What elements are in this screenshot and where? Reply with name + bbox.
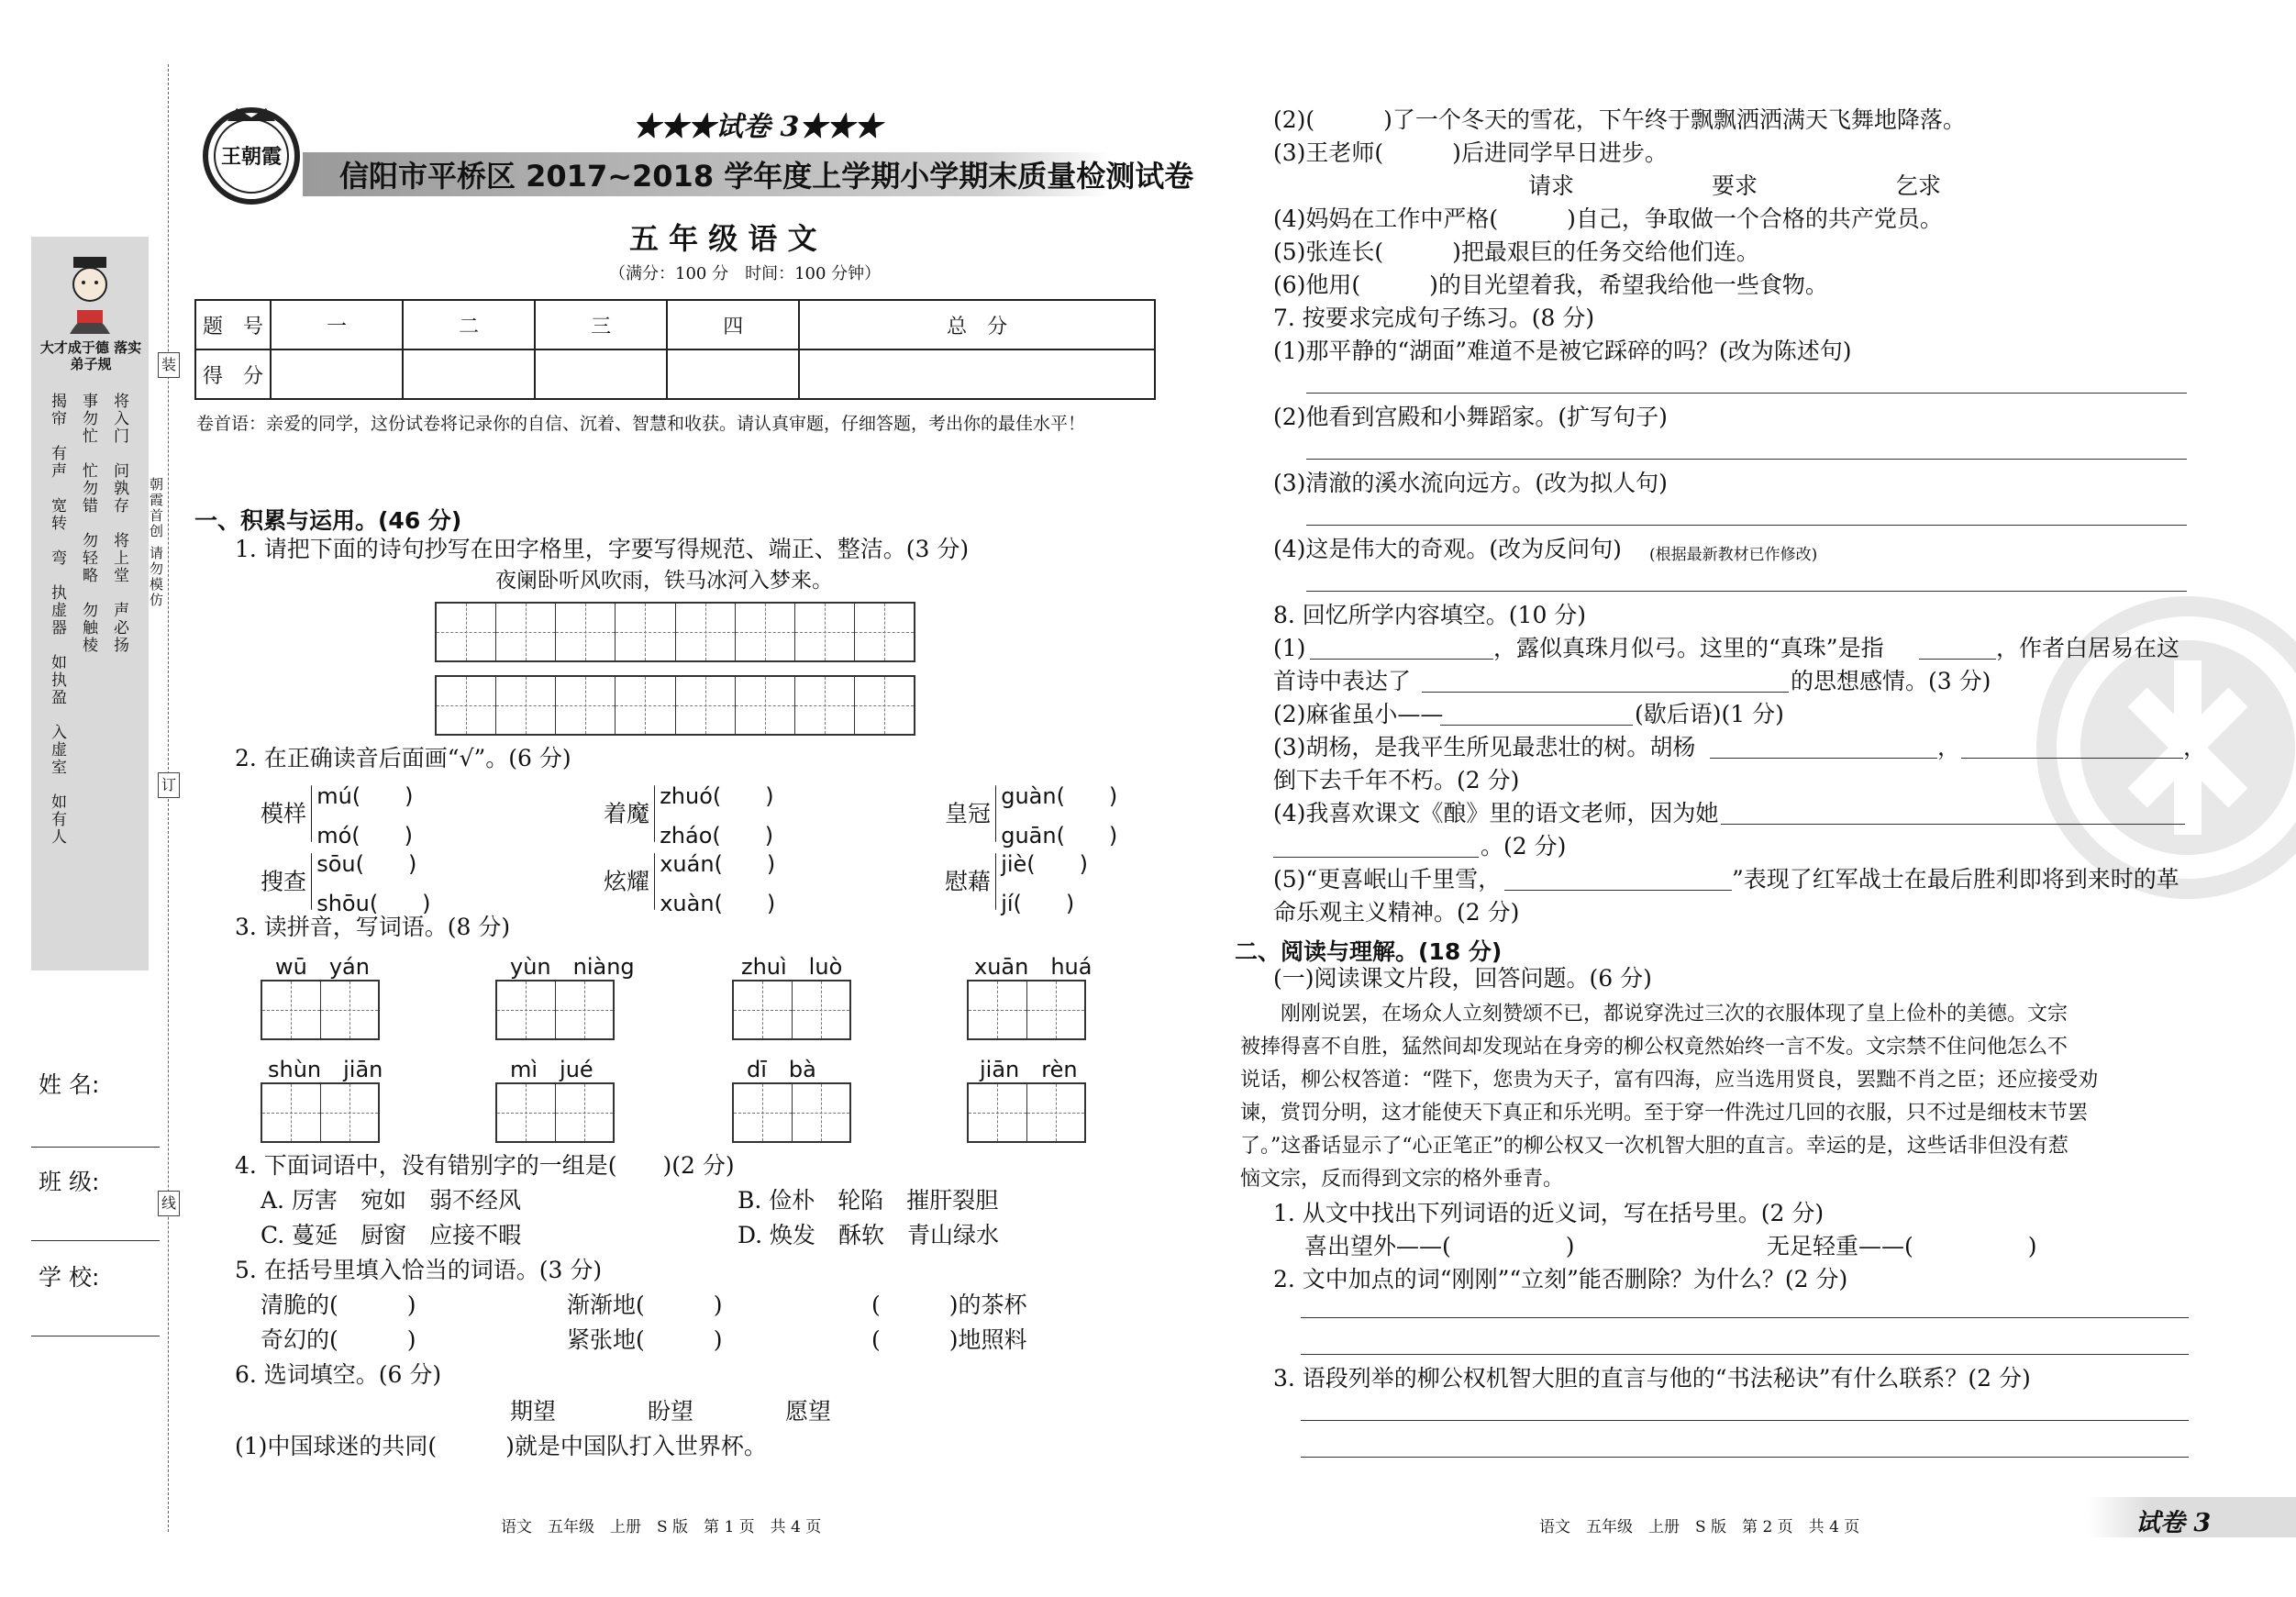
score-header-2: 二 — [403, 300, 535, 349]
passage-line: 刚刚说罢，在场众人立刻赞颂不已，都说穿洗过三次的衣服体现了皇上俭朴的美德。文宗 — [1281, 1003, 2069, 1026]
q7-text: 7. 按要求完成句子练习。(8 分) — [1273, 305, 1595, 331]
binding-note: 朝霞首创 请勿模仿 — [148, 477, 164, 608]
footer-left: 语文 五年级 上册 S 版 第 1 页 共 4 页 — [501, 1518, 822, 1536]
q8-3-comma2: ， — [2183, 734, 2207, 760]
score-header-4: 四 — [667, 300, 799, 349]
q7-answer-1[interactable] — [1306, 393, 2187, 394]
q7-item-4-note: (根据最新教材已作修改) — [1649, 546, 1818, 564]
q2-reading[interactable]: zháo( ) — [660, 823, 774, 848]
q6-text: 6. 选词填空。(6 分) — [235, 1361, 442, 1388]
q8-1-end: 的思想感情。(3 分) — [1791, 668, 1991, 694]
q3-pinyin-7: dī bà — [747, 1057, 816, 1082]
subject-title: 五 年 级 语 文 — [629, 221, 817, 256]
q3-grid[interactable] — [261, 1082, 380, 1143]
logo — [200, 105, 303, 207]
side-motto-col-2: 事勿忙 忙勿错 勿轻略 勿触棱 — [79, 393, 97, 654]
q3-text: 3. 读拼音，写词语。(8 分) — [235, 914, 511, 940]
q6-item-6[interactable]: (6)他用( )的目光望着我，希望我给他一些食物。 — [1273, 272, 1828, 298]
q7-item-4: (4)这是伟大的奇观。(改为反问句) — [1273, 536, 1622, 562]
binding-mark-3: 线 — [158, 1191, 180, 1216]
passage-line: 谏，赏罚分明，这才能使天下真正和乐光明。至于穿一件洗过几回的衣服，只不过是细枝末节罢 — [1240, 1102, 2089, 1125]
q8-1-blank-a[interactable] — [1310, 659, 1493, 660]
q4-option-b[interactable]: B. 俭朴 轮陷 摧肝裂胆 — [738, 1187, 999, 1214]
q8-2-prefix: (2)麻雀虽小—— — [1273, 701, 1444, 727]
q2-reading[interactable]: guàn( ) — [1001, 783, 1118, 809]
passage-line: 被捧得喜不自胜，猛然间却发现站在身旁的柳公权竟然始终一言不发。文宗禁不住问他怎么不 — [1240, 1036, 2069, 1059]
q3-grid[interactable] — [495, 1082, 615, 1143]
q5-item-3[interactable]: ( )的茶杯 — [871, 1292, 1027, 1318]
q8-3-comma1: ， — [1937, 734, 1961, 760]
part1-heading: 一、积累与运用。(46 分) — [194, 507, 462, 534]
q2-reading[interactable]: zhuó( ) — [660, 783, 774, 809]
q8-1-prefix: (1) — [1273, 635, 1306, 661]
passage-line: 恼文宗，反而得到文宗的格外垂青。 — [1240, 1168, 1564, 1191]
q2-reading[interactable]: sōu( ) — [316, 851, 417, 877]
q2-item-2 — [604, 778, 774, 849]
q6-word-bank-2: 请求 要求 乞求 — [1528, 172, 1942, 199]
q3-grid[interactable] — [261, 980, 380, 1040]
q2-reading[interactable]: mó( ) — [316, 823, 413, 848]
q2-word: 模样 — [261, 800, 307, 827]
q8-1-tail: ，作者白居易在这 — [1996, 635, 2180, 661]
reading-q2: 2. 文中加点的词“刚刚”“立刻”能否删除？为什么？(2 分) — [1273, 1266, 1848, 1292]
q7-item-2: (2)他看到宫殿和小舞蹈家。(扩写句子) — [1273, 404, 1668, 430]
q3-grid[interactable] — [732, 980, 851, 1040]
q4-option-a[interactable]: A. 厉害 宛如 弱不经风 — [261, 1187, 521, 1214]
score-table — [194, 299, 1156, 400]
q3-grid[interactable] — [967, 980, 1086, 1040]
q6-item-2[interactable]: (2)( )了一个冬天的雪花，下午终于飘飘洒洒满天飞舞地降落。 — [1273, 106, 1966, 133]
reading-q3: 3. 语段列举的柳公权机智大胆的直言与他的“书法秘诀”有什么联系？(2 分) — [1273, 1365, 2031, 1392]
q2-reading[interactable]: jiè( ) — [1001, 851, 1089, 877]
score-cell-total[interactable] — [799, 349, 1155, 399]
q2-word: 着魔 — [604, 800, 650, 827]
q1-grid-row-2[interactable] — [435, 675, 915, 736]
exam-title: 信阳市平桥区 2017~2018 学年度上学期小学期末质量检测试卷 — [339, 159, 1194, 194]
class-field[interactable] — [31, 1240, 160, 1241]
reading-q1-b[interactable]: 无足轻重——( ) — [1767, 1233, 2037, 1259]
school-label: 学 校: — [39, 1264, 100, 1291]
reading-q3-answer-2[interactable] — [1301, 1457, 2189, 1458]
q8-2-blank[interactable] — [1440, 725, 1633, 726]
q7-item-1: (1)那平静的“湖面”难道不是被它踩碎的吗？(改为陈述句) — [1273, 338, 1852, 364]
q3-pinyin-3: zhuì luò — [741, 954, 843, 980]
q2-word: 炫耀 — [604, 868, 650, 895]
q3-pinyin-4: xuān huá — [974, 954, 1093, 980]
q8-5-line2: 命乐观主义精神。(2 分) — [1273, 899, 1520, 926]
q1-grid-row-1[interactable] — [435, 602, 915, 662]
q8-1-blank-b[interactable] — [1919, 659, 1996, 660]
q8-2-tail: (歇后语)(1 分) — [1635, 701, 1784, 727]
exam-meta: （满分：100 分 时间：100 分钟） — [609, 264, 882, 283]
q6-item-5[interactable]: (5)张连长( )把最艰巨的任务交给他们连。 — [1273, 238, 1759, 265]
score-cell-2[interactable] — [403, 349, 535, 399]
q3-grid[interactable] — [732, 1082, 851, 1143]
name-label: 姓 名: — [39, 1071, 100, 1098]
q4-text: 4. 下面词语中，没有错别字的一组是( )(2 分) — [235, 1152, 735, 1179]
reading-passage — [1240, 998, 2194, 1196]
q2-word: 慰藉 — [945, 868, 992, 895]
q8-1-mid: ，露似真珠月似弓。这里的“真珠”是指 — [1493, 635, 1884, 661]
q2-reading[interactable]: jí( ) — [1001, 891, 1075, 916]
footer-badge — [2088, 1497, 2296, 1537]
logo-text: 王朝霞 — [220, 145, 282, 169]
score-cell-3[interactable] — [535, 349, 667, 399]
binding-mark-1: 装 — [158, 352, 180, 378]
q5-item-2[interactable]: 渐渐地( ) — [567, 1292, 723, 1318]
side-motto-col-3: 揭帘 有声 宽转 弯 执虚器 如执盈 入虚室 如有人 — [48, 393, 66, 846]
passage-line: 了。”这番话显示了“心正笔正”的柳公权又一次机智大胆的直言。幸运的是，这些话非但没有惹 — [1240, 1135, 2069, 1158]
q2-reading[interactable]: xuán( ) — [660, 851, 776, 877]
q2-text: 2. 在正确读音后面画“√”。(6 分) — [235, 745, 571, 771]
q2-word: 搜查 — [261, 868, 307, 895]
q2-reading[interactable]: mú( ) — [316, 783, 414, 809]
q8-text: 8. 回忆所学内容填空。(10 分) — [1273, 602, 1587, 628]
q4-option-c[interactable]: C. 蔓延 厨窗 应接不暇 — [261, 1222, 522, 1248]
q2-reading[interactable]: shōu( ) — [316, 891, 431, 916]
q5-item-6[interactable]: ( )地照料 — [871, 1326, 1027, 1353]
binding-mark-2: 订 — [158, 772, 180, 798]
reading-q1: 1. 从文中找出下列词语的近义词，写在括号里。(2 分) — [1273, 1200, 1825, 1226]
mascot-icon — [57, 253, 123, 336]
score-header-1: 一 — [271, 300, 403, 349]
q8-5-blank[interactable] — [1504, 890, 1732, 891]
q8-4-tail: 。(2 分) — [1481, 833, 1567, 859]
q2-item-6 — [945, 846, 1088, 917]
q8-4-prefix: (4)我喜欢课文《酿》里的语文老师，因为她 — [1273, 800, 1719, 826]
score-header-label: 题 号 — [195, 300, 271, 349]
side-motto-col-1: 将入门 问孰存 将上堂 声必扬 — [110, 393, 128, 654]
q8-3-blank-b[interactable] — [1961, 758, 2183, 759]
q8-3-blank-a[interactable] — [1710, 758, 1937, 759]
side-panel — [31, 237, 149, 970]
score-header-total: 总 分 — [799, 300, 1155, 349]
q2-item-3 — [945, 778, 1117, 849]
q2-item-5 — [604, 846, 775, 917]
q6-item-4[interactable]: (4)妈妈在工作中严格( )自己，争取做一个合格的共产党员。 — [1273, 205, 1943, 232]
score-cell-4[interactable] — [667, 349, 799, 399]
q2-item-1 — [261, 778, 414, 849]
score-row-label: 得 分 — [195, 349, 271, 399]
q5-text: 5. 在括号里填入恰当的词语。(3 分) — [235, 1257, 603, 1283]
q3-pinyin-1: wū yán — [275, 954, 370, 980]
q8-4-blank-a[interactable] — [1721, 824, 2185, 825]
class-label: 班 级: — [39, 1169, 100, 1195]
q6-item-1[interactable]: (1)中国球迷的共同( )就是中国队打入世界杯。 — [235, 1433, 767, 1459]
test-label: ★★★试卷 3★★★ — [633, 111, 882, 143]
q7-answer-2[interactable] — [1306, 459, 2187, 460]
q2-reading[interactable]: xuàn( ) — [660, 891, 776, 916]
side-motto: 大才成于德 落实弟子规 — [39, 339, 142, 372]
q1-text: 1. 请把下面的诗句抄写在田字格里，字要写得规范、端正、整洁。(3 分) — [235, 536, 970, 562]
q8-1-line2: 首诗中表达了 — [1273, 668, 1412, 694]
q3-grid[interactable] — [967, 1082, 1086, 1143]
q8-5-mid: ”表现了红军战士在最后胜利即将到来时的革 — [1732, 866, 2180, 893]
q4-option-d[interactable]: D. 焕发 酥软 青山绿水 — [738, 1222, 1000, 1248]
reading-1-title: (一)阅读课文片段，回答问题。(6 分) — [1273, 965, 1652, 992]
score-cell-1[interactable] — [271, 349, 403, 399]
passage-line: 说话，柳公权答道：“陛下，您贵为天子，富有四海，应当选用贤良，罢黜不肖之臣；还应接受劝 — [1240, 1069, 2099, 1092]
q3-pinyin-2: yùn niàng — [510, 954, 635, 980]
q6-word-bank: 期望 盼望 愿望 — [510, 1398, 832, 1425]
part2-heading: 二、阅读与理解。(18 分) — [1235, 938, 1503, 965]
footer-right: 语文 五年级 上册 S 版 第 2 页 共 4 页 — [1539, 1518, 1860, 1536]
q5-item-1[interactable]: 清脆的( ) — [261, 1292, 416, 1318]
q7-answer-4[interactable] — [1306, 591, 2187, 592]
preface: 卷首语：亲爱的同学，这份试卷将记录你的自信、沉着、智慧和收获。请认真审题，仔细答题，考出你的最佳水平！ — [196, 414, 1086, 434]
q8-1-blank-c[interactable] — [1422, 692, 1789, 693]
reading-q2-answer-2[interactable] — [1301, 1354, 2189, 1355]
q8-4-blank-b[interactable] — [1273, 857, 1479, 858]
q7-answer-3[interactable] — [1306, 525, 2187, 526]
reading-q2-answer-1[interactable] — [1301, 1317, 2189, 1318]
footer-badge-text: 试卷 3 — [2135, 1509, 2212, 1537]
q3-pinyin-8: jiān rèn — [980, 1057, 1078, 1082]
q1-poem: 夜阑卧听风吹雨，铁马冰河入梦来。 — [495, 569, 833, 593]
score-header-3: 三 — [535, 300, 667, 349]
q8-3-prefix: (3)胡杨，是我平生所见最悲壮的树。胡杨 — [1273, 734, 1696, 760]
q5-item-5[interactable]: 紧张地( ) — [567, 1326, 723, 1353]
reading-q3-answer-1[interactable] — [1301, 1420, 2189, 1421]
q3-grid[interactable] — [495, 980, 615, 1040]
reading-q1-a[interactable]: 喜出望外——( ) — [1304, 1233, 1575, 1259]
q2-reading[interactable]: guān( ) — [1001, 823, 1118, 848]
q2-word: 皇冠 — [945, 800, 992, 827]
q6-item-3[interactable]: (3)王老师( )后进同学早日进步。 — [1273, 139, 1668, 166]
q3-pinyin-5: shùn jiān — [268, 1057, 383, 1082]
q8-3-line2: 倒下去千年不朽。(2 分) — [1273, 767, 1520, 793]
q8-5-prefix: (5)“更喜岷山千里雪， — [1273, 866, 1502, 893]
name-field[interactable] — [31, 1147, 160, 1148]
q3-pinyin-6: mì jué — [510, 1057, 593, 1082]
q5-item-4[interactable]: 奇幻的( ) — [261, 1326, 416, 1353]
q2-item-4 — [261, 846, 431, 917]
binding-line — [168, 64, 169, 1532]
q7-item-3: (3)清澈的溪水流向远方。(改为拟人句) — [1273, 470, 1668, 496]
